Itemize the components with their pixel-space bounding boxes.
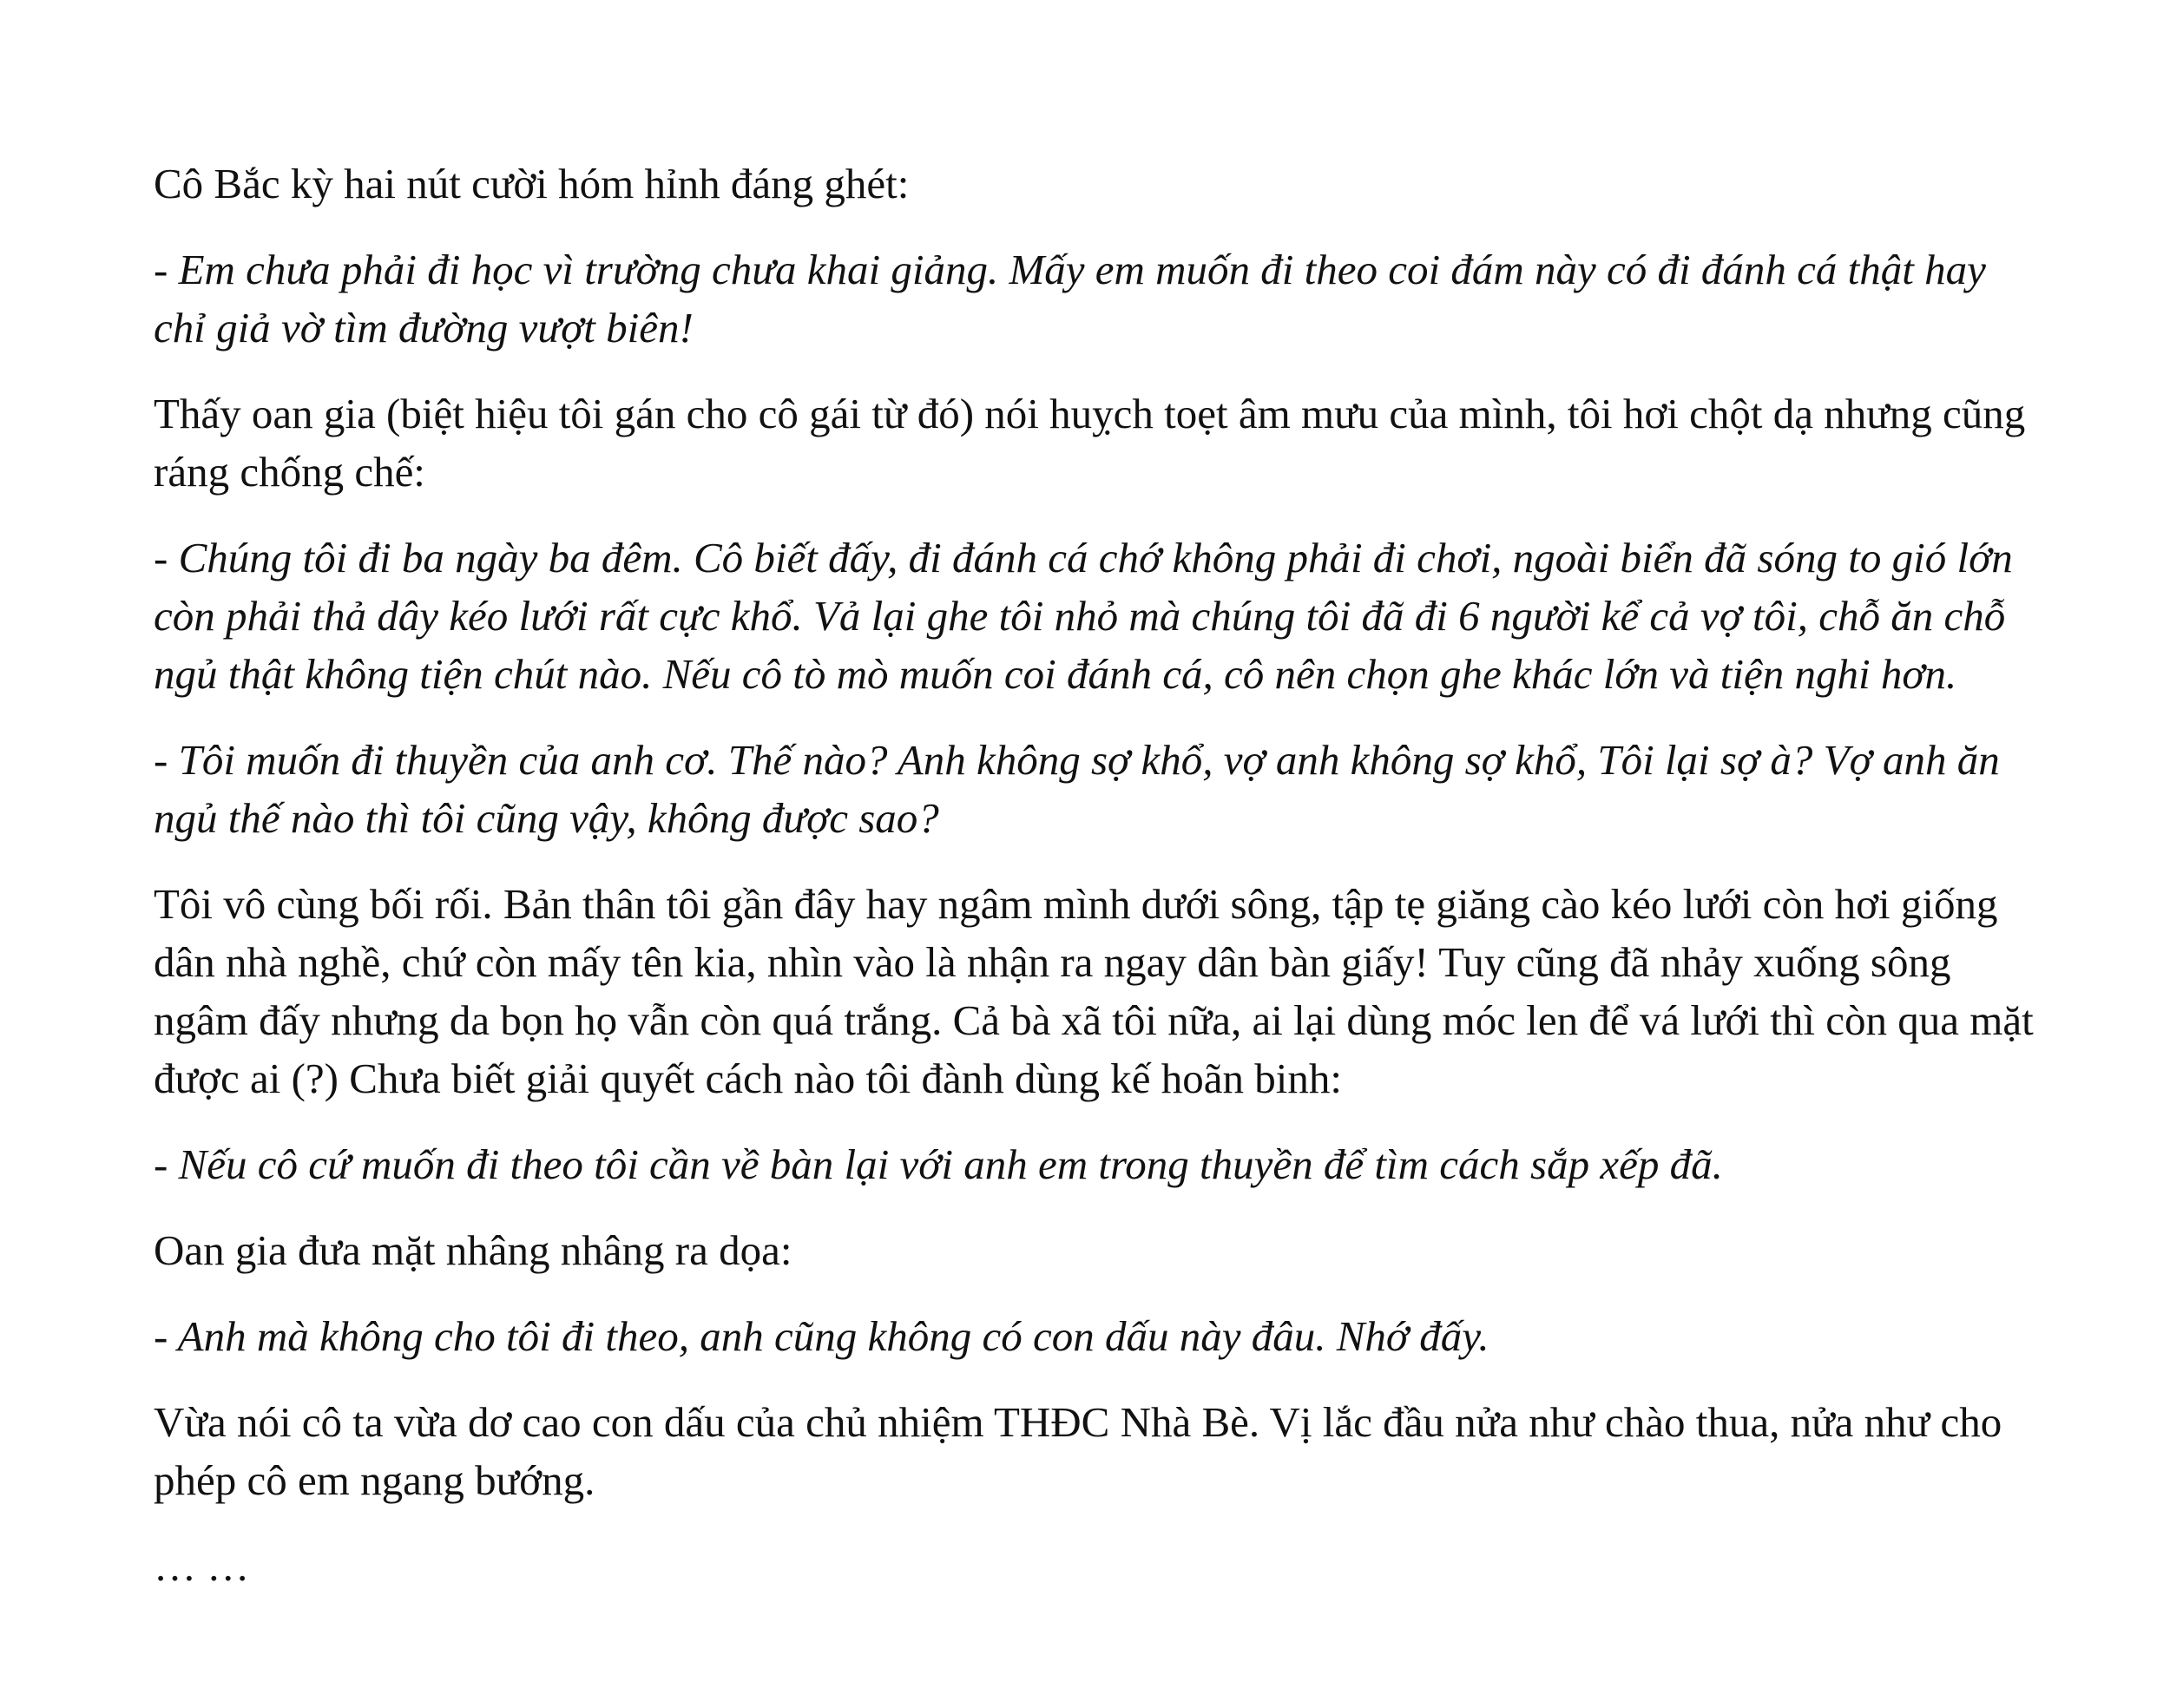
paragraph-narration: Thấy oan gia (biệt hiệu tôi gán cho cô gái từ đó) nói huỵch toẹt âm mưu của mình, tôi hơi chột dạ nhưng cũng ráng chống chế:	[154, 390, 2026, 496]
paragraph-dialogue: - Em chưa phải đi học vì trường chưa khai giảng. Mấy em muốn đi theo coi đám này có đi đánh cá thật hay chỉ giả vờ tìm đường vượt biên!	[154, 246, 1986, 351]
paragraph-narration: Tôi vô cùng bối rối. Bản thân tôi gần đây hay ngâm mình dưới sông, tập tẹ giăng cào kéo lưới còn hơi giống dân nhà nghề, chứ còn mấy tên kia, nhìn vào là nhận ra ngay dân bàn giấy! Tuy cũng đã nhảy xuống sông ngâm đấy nhưng da bọn họ vẫn còn quá trắng. Cả bà xã tôi nữa, ai lại dùng móc len để vá lưới thì còn qua mặt được ai (?) Chưa biết giải quyết cách nào tôi đành dùng kế hoãn binh:	[154, 880, 2034, 1102]
paragraph-dialogue: - Chúng tôi đi ba ngày ba đêm. Cô biết đấy, đi đánh cá chớ không phải đi chơi, ngoài biển đã sóng to gió lớn còn phải thả dây kéo lưới rất cực khổ. Vả lại ghe tôi nhỏ mà chúng tôi đã đi 6 người kể cả vợ tôi, chỗ ăn chỗ ngủ thật không tiện chút nào. Nếu cô tò mò muốn coi đánh cá, cô nên chọn ghe khác lớn và tiện nghi hơn.	[154, 534, 2013, 698]
paragraph-dialogue: - Nếu cô cứ muốn đi theo tôi cần về bàn lại với anh em trong thuyền để tìm cách sắp xếp đã.	[154, 1140, 1723, 1188]
paragraph-dialogue: - Tôi muốn đi thuyền của anh cơ. Thế nào? Anh không sợ khổ, vợ anh không sợ khổ, Tôi lại sợ à? Vợ anh ăn ngủ thế nào thì tôi cũng vậy, không được sao?	[154, 736, 2000, 842]
paragraph-dialogue: - Anh mà không cho tôi đi theo, anh cũng không có con dấu này đâu. Nhớ đấy.	[154, 1312, 1489, 1360]
paragraph-narration: Oan gia đưa mặt nhâng nhâng ra dọa:	[154, 1226, 792, 1274]
paragraph-narration: Vừa nói cô ta vừa dơ cao con dấu của chủ nhiệm THĐC Nhà Bè. Vị lắc đầu nửa như chào thua, nửa như cho phép cô em ngang bướng.	[154, 1398, 2002, 1504]
document-page	[154, 154, 2046, 1623]
paragraph-narration: Cô Bắc kỳ hai nút cười hóm hỉnh đáng ghét:	[154, 160, 910, 207]
ellipsis-marker: … …	[154, 1542, 250, 1590]
